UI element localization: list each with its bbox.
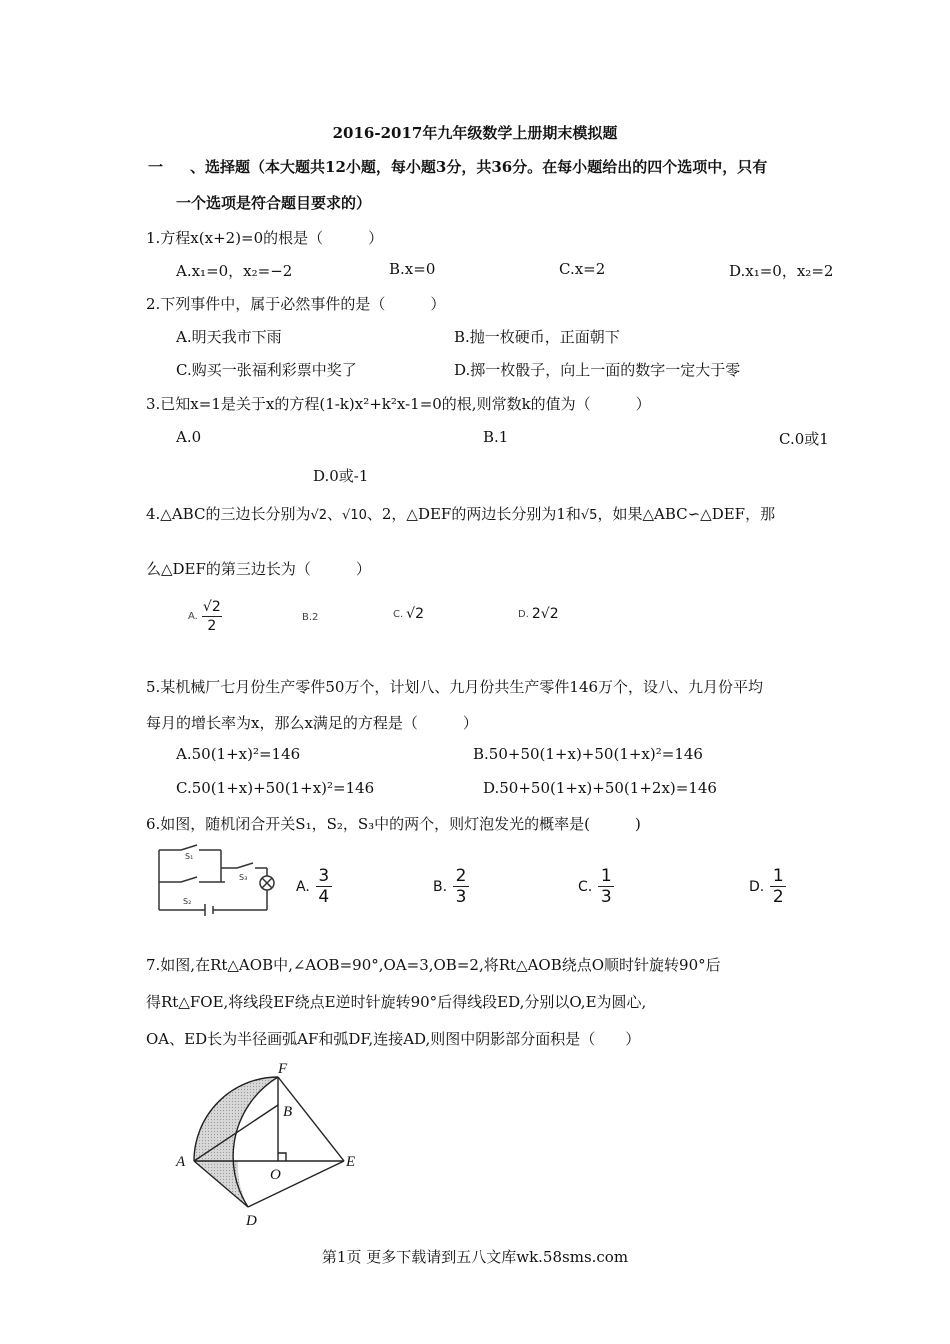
q3-option-b: B.1 — [483, 428, 509, 446]
q3-option-d: D.0或-1 — [313, 467, 369, 485]
q6-option-a-label: A. — [296, 878, 310, 895]
q7-line3: OA、ED长为半径画弧AF和弧DF,连接AD,则图中阴影部分面积是（ ） — [146, 1030, 641, 1048]
q7-label-o: O — [270, 1167, 281, 1183]
q4-option-d-value: 2√2 — [531, 606, 559, 622]
q6-label-s1: S₁ — [185, 852, 194, 861]
q4-sqrt2: √2 — [310, 508, 328, 523]
q4-text-part1: 4.△ABC的三边长分别为 — [146, 505, 311, 523]
q4-option-c-value: √2 — [406, 606, 424, 622]
q6-option-d-label: D. — [749, 878, 765, 895]
q4-option-d — [518, 606, 559, 622]
q7-line2: 得Rt△FOE,将线段EF绕点E逆时针旋转90°后得线段ED,分别以O,E为圆心, — [146, 993, 647, 1011]
q2-option-a: A.明天我市下雨 — [176, 328, 282, 346]
q4-option-d-label: D. — [518, 608, 529, 620]
q4-option-a-num: √2 — [202, 599, 221, 615]
q7-geometry-figure — [168, 1058, 368, 1233]
q1-option-b: B.x=0 — [389, 260, 436, 278]
page-title: 2016-2017年九年级数学上册期末模拟题 — [332, 124, 618, 142]
q4-option-b: B.2 — [302, 612, 319, 623]
q6-option-c — [578, 866, 614, 907]
q6-stem: 6.如图，随机闭合开关S₁，S₂，S₃中的两个，则灯泡发光的概率是( ) — [146, 815, 641, 833]
q1-option-a: A.x₁=0，x₂=−2 — [176, 262, 293, 280]
q6-option-d-fraction — [770, 866, 786, 907]
q4-line1 — [146, 503, 775, 524]
q1-option-c: C.x=2 — [559, 260, 606, 278]
q6-option-c-label: C. — [578, 878, 593, 895]
q5-option-d: D.50+50(1+x)+50(1+2x)=146 — [483, 779, 717, 797]
q4-option-a-den: 2 — [207, 618, 217, 634]
q4-sqrt5: √5 — [580, 508, 598, 523]
page-footer: 第1页 更多下载请到五八文库wk.58sms.com — [321, 1248, 629, 1266]
q6-option-d-den: 2 — [772, 887, 784, 907]
q6-option-d-num: 1 — [772, 866, 784, 886]
q3-option-a: A.0 — [176, 428, 202, 446]
q6-option-b-label: B. — [433, 878, 448, 895]
q4-option-c — [393, 606, 424, 622]
q4-option-a-label: A. — [188, 611, 198, 622]
q6-option-b-fraction — [453, 866, 469, 907]
section-heading-line1: 、选择题（本大题共12小题，每小题3分，共36分。在每小题给出的四个选项中，只有 — [190, 158, 768, 176]
section-number: 一 — [148, 158, 164, 176]
q1-option-d: D.x₁=0，x₂=2 — [729, 262, 834, 280]
q6-option-a-fraction — [316, 866, 332, 907]
q6-option-d — [749, 866, 786, 907]
q5-line1: 5.某机械厂七月份生产零件50万个，计划八、九月份共生产零件146万个，设八、九月份平均 — [146, 678, 764, 696]
q4-option-c-label: C. — [393, 608, 404, 620]
q2-stem: 2.下列事件中，属于必然事件的是（ ） — [146, 295, 446, 313]
q7-label-d: D — [246, 1213, 257, 1229]
q2-option-d: D.掷一枚骰子，向上一面的数字一定大于零 — [454, 361, 741, 379]
q2-option-c: C.购买一张福利彩票中奖了 — [176, 361, 357, 379]
q6-option-b-num: 2 — [455, 866, 467, 886]
q4-text-part2: ，如果△ABC∽△DEF，那 — [597, 505, 776, 523]
q6-label-s2: S₂ — [183, 897, 192, 906]
q5-option-c: C.50(1+x)+50(1+x)²=146 — [176, 779, 375, 797]
q2-option-b: B.抛一枚硬币，正面朝下 — [454, 328, 620, 346]
q6-option-c-den: 3 — [600, 887, 612, 907]
q6-circuit-diagram — [155, 842, 275, 917]
q6-option-a-num: 3 — [318, 866, 330, 886]
q6-option-b-den: 3 — [455, 887, 467, 907]
q6-option-c-fraction — [598, 866, 614, 907]
q4-option-a-fraction — [202, 598, 222, 635]
q5-option-b: B.50+50(1+x)+50(1+x)²=146 — [473, 745, 703, 763]
q6-option-b — [433, 866, 469, 907]
q1-stem: 1.方程x(x+2)=0的根是（ ） — [146, 229, 384, 247]
q7-label-a: A — [176, 1154, 186, 1170]
q6-label-s3: S₃ — [239, 873, 248, 882]
q5-line2: 每月的增长率为x，那么x满足的方程是（ ） — [146, 714, 478, 732]
q4-line2: 么△DEF的第三边长为（ ） — [146, 560, 371, 578]
q4-sep2: 、2，△DEF的两边长分别为1和 — [366, 505, 581, 523]
q7-label-b: B — [283, 1104, 293, 1120]
q7-label-e: E — [346, 1154, 356, 1170]
q4-sqrt10: √10 — [342, 508, 367, 523]
q6-option-a-den: 4 — [318, 887, 330, 907]
q4-option-a — [188, 598, 222, 635]
q6-option-a — [296, 866, 332, 907]
q5-option-a: A.50(1+x)²=146 — [176, 745, 301, 763]
q3-stem: 3.已知x=1是关于x的方程(1-k)x²+k²x-1=0的根,则常数k的值为（ ） — [146, 395, 651, 413]
q6-option-c-num: 1 — [600, 866, 612, 886]
q7-line1: 7.如图,在Rt△AOB中,∠AOB=90°,OA=3,OB=2,将Rt△AOB绕点O顺时针旋转90°后 — [146, 956, 721, 974]
q7-label-f: F — [278, 1061, 288, 1077]
section-heading-line2: 一个选项是符合题目要求的） — [176, 194, 372, 212]
q3-option-c: C.0或1 — [779, 430, 829, 448]
q4-sep1: 、 — [327, 505, 343, 523]
